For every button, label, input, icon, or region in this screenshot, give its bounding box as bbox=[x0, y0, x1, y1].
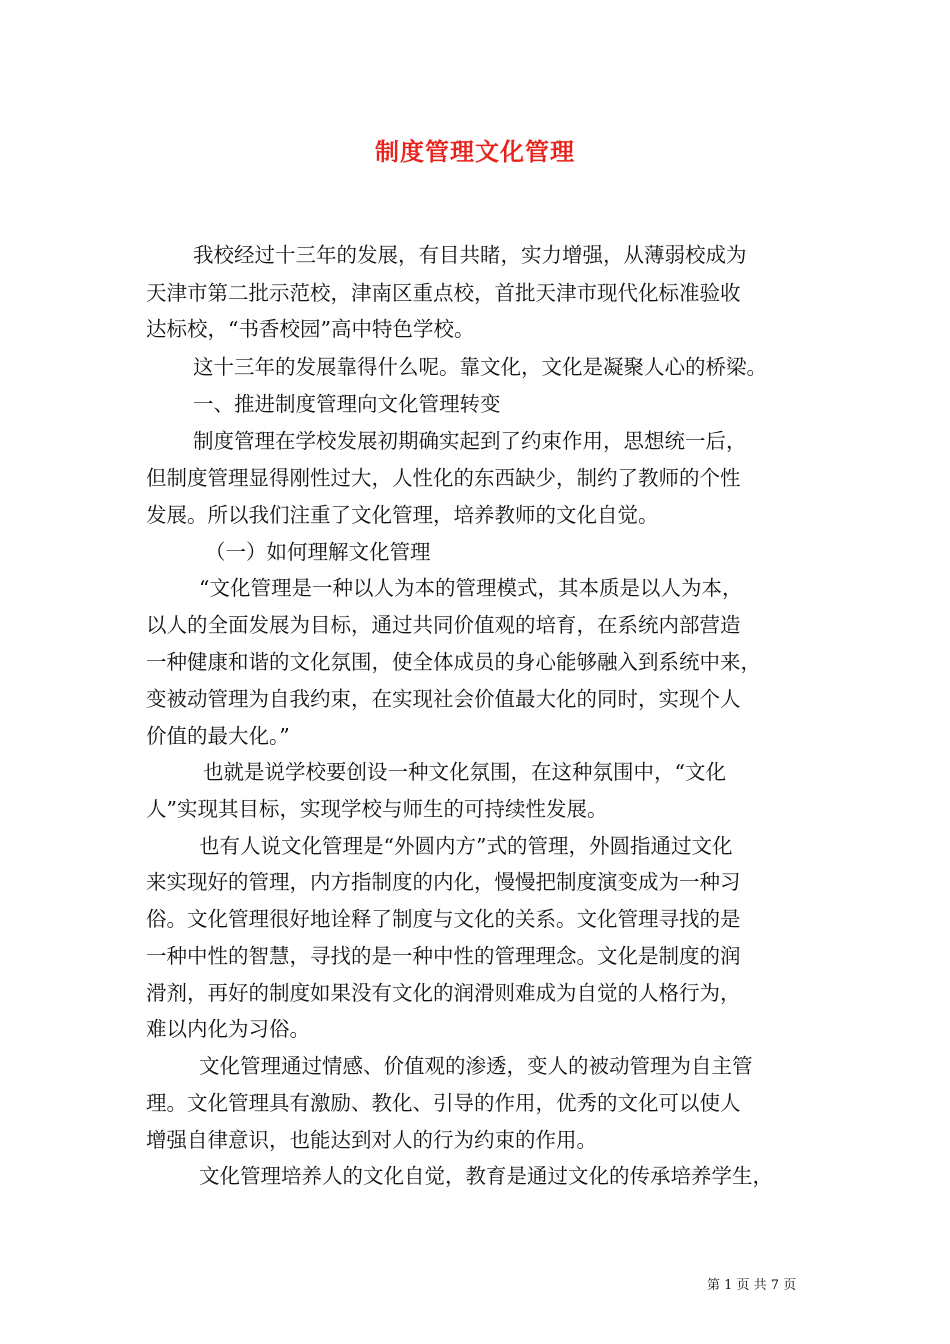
body-line: 制度管理在学校发展初期确实起到了约束作用，思想统一后， bbox=[193, 429, 747, 453]
body-line: 达标校，“书香校园”高中特色学校。 bbox=[146, 317, 475, 341]
body-line: 天津市第二批示范校，津南区重点校，首批天津市现代化标准验收 bbox=[146, 281, 741, 305]
subsection-heading: （一）如何理解文化管理 bbox=[205, 540, 431, 564]
document-title: 制度管理文化管理 bbox=[375, 137, 575, 166]
body-line: 增强自律意识，也能达到对人的行为约束的作用。 bbox=[146, 1128, 597, 1152]
body-line: 价值的最大化。” bbox=[146, 724, 290, 748]
body-line: 一种中性的智慧，寻找的是一种中性的管理理念。文化是制度的润 bbox=[146, 944, 741, 968]
body-line: 文化管理通过情感、价值观的渗透，变人的被动管理为自主管 bbox=[199, 1054, 753, 1078]
body-line: 我校经过十三年的发展，有目共睹，实力增强，从薄弱校成为 bbox=[193, 243, 747, 267]
body-line: 俗。文化管理很好地诠释了制度与文化的关系。文化管理寻找的是 bbox=[146, 907, 741, 931]
body-line: 也有人说文化管理是“外圆内方”式的管理，外圆指通过文化 bbox=[199, 834, 733, 858]
section-heading: 一、推进制度管理向文化管理转变 bbox=[193, 392, 501, 416]
body-line: 文化管理培养人的文化自觉，教育是通过文化的传承培养学生， bbox=[199, 1164, 773, 1188]
body-line: 以人的全面发展为目标，通过共同价值观的培育，在系统内部营造 bbox=[146, 613, 741, 637]
page-number: 第 1 页 共 7 页 bbox=[707, 1278, 797, 1293]
body-line: 这十三年的发展靠得什么呢。靠文化，文化是凝聚人心的桥梁。 bbox=[193, 355, 767, 379]
body-line: 滑剂，再好的制度如果没有文化的润滑则难成为自觉的人格行为， bbox=[146, 981, 741, 1005]
body-line: 难以内化为习俗。 bbox=[146, 1017, 310, 1041]
body-line: 发展。所以我们注重了文化管理，培养教师的文化自觉。 bbox=[146, 503, 659, 527]
body-line: 也就是说学校要创设一种文化氛围，在这种氛围中，“文化 bbox=[203, 760, 726, 784]
body-line: “文化管理是一种以人为本的管理模式，其本质是以人为本， bbox=[199, 576, 743, 600]
body-line: 理。文化管理具有激励、教化、引导的作用，优秀的文化可以使人 bbox=[146, 1091, 741, 1115]
body-line: 变被动管理为自我约束，在实现社会价值最大化的同时，实现个人 bbox=[146, 687, 741, 711]
body-line: 来实现好的管理，内方指制度的内化，慢慢把制度演变成为一种习 bbox=[146, 870, 741, 894]
body-line: 人”实现其目标，实现学校与师生的可持续性发展。 bbox=[146, 797, 608, 821]
body-line: 一种健康和谐的文化氛围，使全体成员的身心能够融入到系统中来， bbox=[146, 650, 761, 674]
body-line: 但制度管理显得刚性过大，人性化的东西缺少，制约了教师的个性 bbox=[146, 466, 741, 490]
